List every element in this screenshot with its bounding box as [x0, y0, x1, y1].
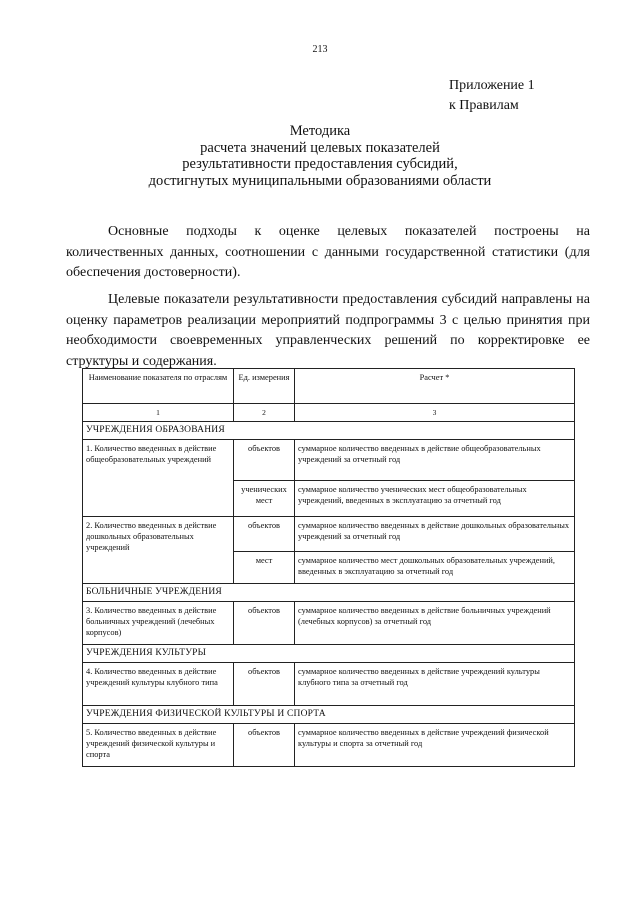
indicator-unit: ученических мест — [234, 481, 295, 517]
title-line-3: результативности предоставления субсидий, — [182, 156, 458, 172]
section-title: БОЛЬНИЧНЫЕ УЧРЕЖДЕНИЯ — [83, 584, 575, 602]
section-title: УЧРЕЖДЕНИЯ ФИЗИЧЕСКОЙ КУЛЬТУРЫ И СПОРТА — [83, 706, 575, 724]
appendix-line-1: Приложение 1 — [449, 78, 535, 93]
section-header-row — [83, 706, 575, 724]
column-number: 1 — [83, 404, 234, 422]
paragraph-approaches: Основные подходы к оценке целевых показателей построены на количественных данных, соотношении с данными государственной статистики (для обеспечения достоверности). — [66, 224, 590, 280]
page-number: 213 — [312, 44, 328, 55]
table-row — [83, 663, 575, 706]
table-row — [83, 440, 575, 481]
appendix-line-2: к Правилам — [449, 98, 519, 113]
column-number: 3 — [295, 404, 575, 422]
title-line-1: Методика — [289, 123, 351, 139]
column-number: 2 — [234, 404, 295, 422]
appendix-note — [449, 76, 535, 116]
header-unit: Ед. измерения — [234, 369, 295, 404]
indicator-unit: объектов — [234, 724, 295, 767]
header-indicator-name: Наименование показателя по отраслям — [83, 369, 234, 404]
indicator-name: 5. Количество введенных в действие учреждений физической культуры и спорта — [83, 724, 234, 767]
indicator-calculation: суммарное количество ученических мест общеобразовательных учреждений, введенных в эксплуатацию за отчетный год — [295, 481, 575, 517]
document-title — [0, 123, 640, 189]
header-calculation: Расчет * — [295, 369, 575, 404]
table-header-row — [83, 369, 575, 404]
indicator-name: 2. Количество введенных в действие дошкольных образовательных учреждений — [83, 517, 234, 584]
indicators-table — [82, 368, 575, 767]
indicator-calculation: суммарное количество введенных в действие больничных учреждений (лечебных корпусов) за отчетный год — [295, 602, 575, 645]
section-title: УЧРЕЖДЕНИЯ КУЛЬТУРЫ — [83, 645, 575, 663]
table-row — [83, 724, 575, 767]
paragraph-indicators: Целевые показатели результативности предоставления субсидий направлены на оценку параметров реализации мероприятий подпрограммы 3 с целью принятия при необходимости своевременных управленческих решений по корректировке ее структуры и содержания. — [66, 292, 590, 369]
indicator-calculation: суммарное количество введенных в действие дошкольных образовательных учреждений за отчетный год — [295, 517, 575, 552]
indicator-unit: объектов — [234, 663, 295, 706]
title-line-2: расчета значений целевых показателей — [200, 139, 440, 156]
indicator-calculation: суммарное количество введенных в действие общеобразовательных учреждений за отчетный год — [295, 440, 575, 481]
indicator-calculation: суммарное количество мест дошкольных образовательных учреждений, введенных в эксплуатацию за отчетный год — [295, 552, 575, 584]
indicator-unit: объектов — [234, 440, 295, 481]
table-row — [83, 602, 575, 645]
section-header-row — [83, 645, 575, 663]
column-number-row — [83, 404, 575, 422]
indicator-unit: объектов — [234, 517, 295, 552]
section-header-row — [83, 584, 575, 602]
section-header-row — [83, 422, 575, 440]
title-line-4: достигнутых муниципальными образованиями области — [148, 172, 492, 189]
indicator-calculation: суммарное количество введенных в действие учреждений физической культуры и спорта за отчетный год — [295, 724, 575, 767]
table-row — [83, 517, 575, 552]
indicator-unit: объектов — [234, 602, 295, 645]
indicator-name: 1. Количество введенных в действие общеобразовательных учреждений — [83, 440, 234, 517]
indicator-name: 3. Количество введенных в действие больничных учреждений (лечебных корпусов) — [83, 602, 234, 645]
indicator-unit: мест — [234, 552, 295, 584]
indicator-name: 4. Количество введенных в действие учреждений культуры клубного типа — [83, 663, 234, 706]
section-title: УЧРЕЖДЕНИЯ ОБРАЗОВАНИЯ — [83, 422, 575, 440]
indicator-calculation: суммарное количество введенных в действие учреждений культуры клубного типа за отчетный год — [295, 663, 575, 706]
